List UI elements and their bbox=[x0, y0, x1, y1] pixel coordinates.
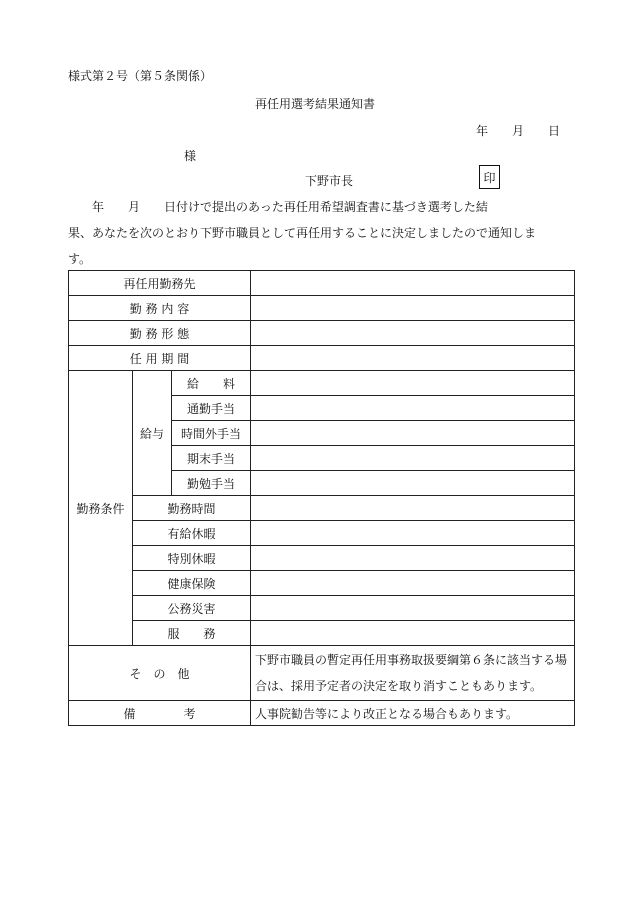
value-base-salary bbox=[251, 371, 575, 396]
value-service-duty bbox=[251, 621, 575, 646]
addressee-suffix: 様 bbox=[184, 149, 197, 163]
label-term-end-allowance: 期末手当 bbox=[172, 446, 251, 471]
table-row bbox=[69, 521, 575, 546]
label-commute-allowance: 通勤手当 bbox=[172, 396, 251, 421]
notification-text bbox=[68, 194, 578, 272]
table-row bbox=[69, 496, 575, 521]
label-service-duty: 服 務 bbox=[133, 621, 251, 646]
table-row bbox=[69, 321, 575, 346]
label-base-salary: 給 料 bbox=[172, 371, 251, 396]
value-duty-content bbox=[251, 296, 575, 321]
table-row bbox=[69, 271, 575, 296]
value-special-leave bbox=[251, 546, 575, 571]
label-salary: 給与 bbox=[133, 371, 172, 496]
value-overtime-allowance bbox=[251, 421, 575, 446]
table-row bbox=[69, 546, 575, 571]
table-row bbox=[69, 371, 575, 396]
issuer-name: 下野市長 bbox=[305, 174, 354, 188]
label-work-form: 勤 務 形 態 bbox=[69, 321, 251, 346]
value-term bbox=[251, 346, 575, 371]
notification-line-3: す。 bbox=[68, 252, 92, 266]
label-workplace: 再任用勤務先 bbox=[69, 271, 251, 296]
value-diligence-allowance bbox=[251, 471, 575, 496]
label-overtime-allowance: 時間外手当 bbox=[172, 421, 251, 446]
table-row bbox=[69, 296, 575, 321]
table-row bbox=[69, 646, 575, 701]
value-working-hours bbox=[251, 496, 575, 521]
notification-line-2: 果、あなたを次のとおり下野市職員として再任用することに決定しましたので通知しま bbox=[68, 226, 537, 240]
value-term-end-allowance bbox=[251, 446, 575, 471]
date-line: 年 月 日 bbox=[476, 124, 561, 138]
label-remarks: 備 考 bbox=[69, 701, 251, 726]
label-work-accident: 公務災害 bbox=[133, 596, 251, 621]
label-health-insurance: 健康保険 bbox=[133, 571, 251, 596]
value-workplace bbox=[251, 271, 575, 296]
notification-line-1: 年 月 日付けで提出のあった再任用希望調査書に基づき選考した結 bbox=[68, 200, 488, 214]
label-paid-leave: 有給休暇 bbox=[133, 521, 251, 546]
label-special-leave: 特別休暇 bbox=[133, 546, 251, 571]
form-number: 様式第２号（第５条関係） bbox=[68, 69, 213, 83]
value-work-accident bbox=[251, 596, 575, 621]
value-remarks: 人事院勧告等により改正となる場合もあります。 bbox=[251, 701, 575, 726]
table-row bbox=[69, 571, 575, 596]
table-row bbox=[69, 346, 575, 371]
table-row bbox=[69, 596, 575, 621]
label-work-conditions: 勤務条件 bbox=[69, 371, 133, 646]
value-health-insurance bbox=[251, 571, 575, 596]
label-term: 任 用 期 間 bbox=[69, 346, 251, 371]
label-other: そ の 他 bbox=[69, 646, 251, 701]
table-row bbox=[69, 621, 575, 646]
appointment-conditions-table bbox=[68, 270, 575, 726]
value-paid-leave bbox=[251, 521, 575, 546]
label-working-hours: 勤務時間 bbox=[133, 496, 251, 521]
seal-box: 印 bbox=[479, 165, 500, 189]
table-row bbox=[69, 701, 575, 726]
label-diligence-allowance: 勤勉手当 bbox=[172, 471, 251, 496]
value-commute-allowance bbox=[251, 396, 575, 421]
label-duty-content: 勤 務 内 容 bbox=[69, 296, 251, 321]
document-title: 再任用選考結果通知書 bbox=[254, 97, 375, 111]
value-other: 下野市職員の暫定再任用事務取扱要綱第６条に該当する場合は、採用予定者の決定を取り消すこともあります。 bbox=[251, 646, 575, 701]
value-work-form bbox=[251, 321, 575, 346]
